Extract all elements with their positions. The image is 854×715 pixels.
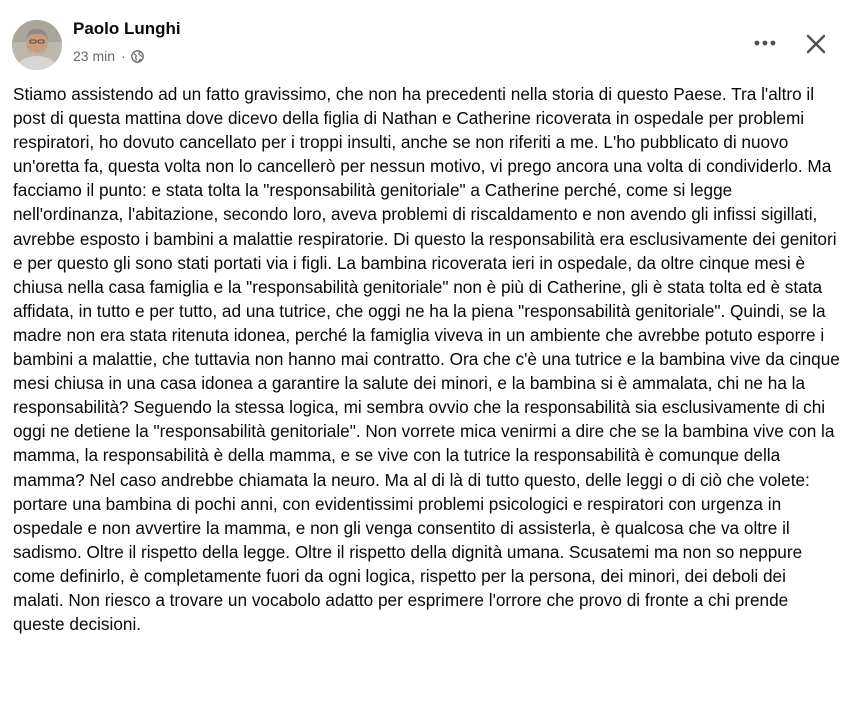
post-meta <box>73 48 144 64</box>
post-text: Stiamo assistendo ad un fatto gravissimo, che non ha precedenti nella storia di questo Paese. Tra l'altro il post di questa mattina dove dicevo della figlia di Nathan e Catherine ricoverata in ospedale per problemi respiratori, ho dovuto cancellato per i troppi insulti, anche se non riferiti a me. L'ho pubblicato di nuovo un'oretta fa, questa volta non lo cancellerò per nessun motivo, vi prego ancora una volta di condividerlo. Ma facciamo il punto: e stata tolta la "responsabilità genitoriale" a Catherine perché, come si legge nell'ordinanza, l'abitazione, secondo loro, aveva problemi di riscaldamento e non avendo gli infissi sigillati, avrebbe esposto i bambini a malattie respiratorie. Di questo la responsabilità era esclusivamente dei genitori e per questo gli sono stati portati via i figli. La bambina ricoverata ieri in ospedale, da oltre cinque mesi è chiusa nella casa famiglia e la "responsabilità genitoriale" non è più di Catherine, gli è stata tolta ed è stata affidata, in tutto e per tutto, ad una tutrice, che oggi ne ha la piena "responsabilità genitoriale". Quindi, se la madre non era stata ritenuta idonea, perché la famiglia viveva in un ambiente che avrebbe potuto esporre i bambini a malattie, che tuttavia non hanno mai contratto. Ora che c'è una tutrice e la bambina vive da cinque mesi chiusa in una casa idonea a garantire la salute dei minori, e la bambina si è ammalata, chi ne ha la responsabilità? Seguendo la stessa logica, mi sembra ovvio che la responsabilità sia esclusivamente di chi oggi ne detiene la "responsabilità genitoriale". Non vorrete mica venirmi a dire che se la bambina vive con la mamma, la responsabilità è della mamma, e se vive con la tutrice la responsabilità è comunque della mamma? Nel caso andrebbe chiamata la neuro. Ma al di là di tutto questo, delle leggi o di ciò che volete: portare una bambina di pochi anni, con evidentissimi problemi psicologici e respiratori con urgenza in ospedale e non avvertire la mamma, e non gli venga consentito di assisterla, è qualcosa che va oltre il sadismo. Oltre il rispetto della legge. Oltre il rispetto della dignità umana. Scusatemi ma non so neppure come definirlo, è completamente fuori da ogni logica, rispetto per la persona, dei minori, dei deboli dei malati. Non riesco a trovare un vocabolo adatto per esprimere l'orrore che provo di fronte a chi prende queste decisioni. <box>13 84 840 635</box>
more-options-button[interactable] <box>748 26 782 60</box>
more-horizontal-icon <box>753 39 777 47</box>
close-icon <box>805 33 827 55</box>
author-name[interactable]: Paolo Lunghi <box>73 19 181 38</box>
post-time[interactable]: 23 min <box>73 48 116 64</box>
avatar[interactable] <box>12 20 62 70</box>
close-button[interactable] <box>798 26 834 62</box>
globe-icon <box>131 50 144 63</box>
meta-separator: · <box>121 48 126 64</box>
post-header <box>12 16 842 72</box>
avatar-image <box>12 20 62 70</box>
